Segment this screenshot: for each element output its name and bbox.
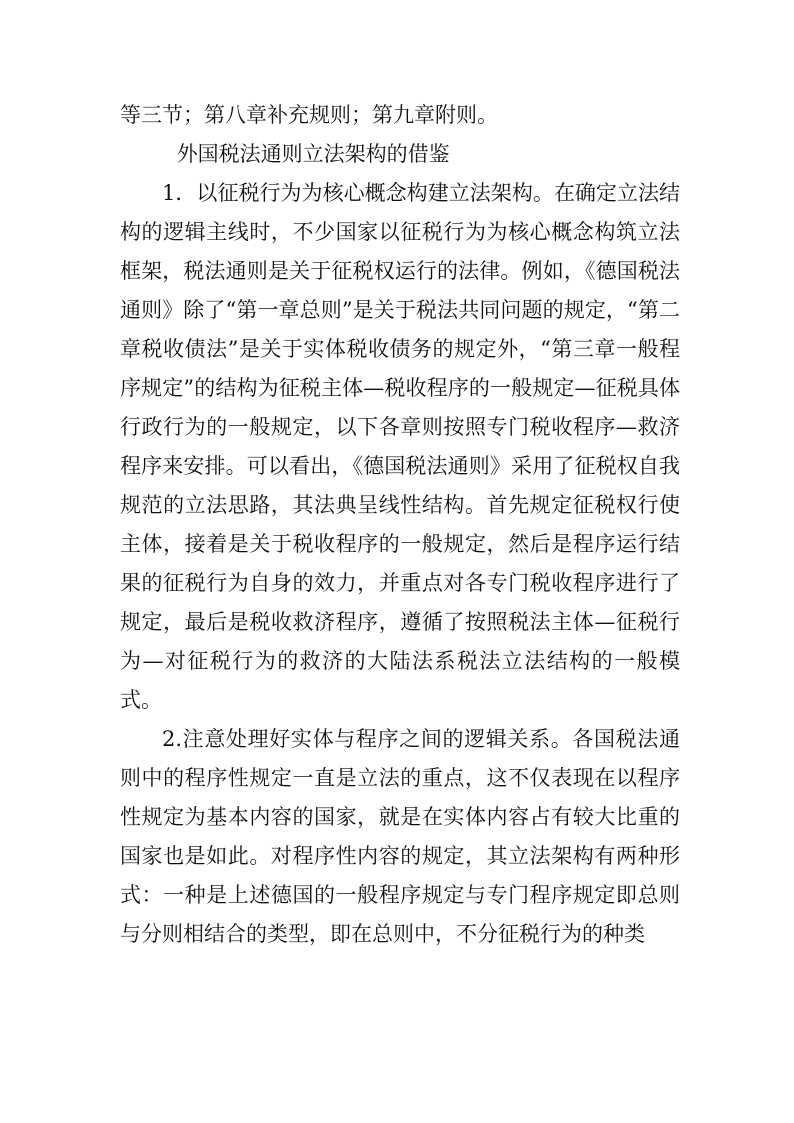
paragraph-1: 1．以征税行为为核心概念构建立法架构。在确定立法结构的逻辑主线时，不少国家以征税行为为核心概念构筑立法框架，税法通则是关于征税权运行的法律。例如，《德国税法通则》除了“第一章总则”是关于税法共同问题的规定，“第二章税收债法”是关于实体税收债务的规定外，“第三章一般程序规定”的结构为征税主体—税收程序的一般规定—征税具体行政行为的一般规定，以下各章则按照专门税收程序—救济程序来安排。可以看出，《德国税法通则》采用了征税权自我规范的立法思路，其法典呈线性结构。首先规定征税权行使主体，接着是关于税收程序的一般规定，然后是程序运行结果的征税行为自身的效力，并重点对各专门税收程序进行了规定，最后是税收救济程序，遵循了按照税法主体—征税行为—对征税行为的救济的大陆法系税法立法结构的一般模式。 [120,181,680,712]
section-heading: 外国税法通则立法架构的借鉴 [176,142,450,166]
body-text [120,96,680,954]
paragraph-2: 2.注意处理好实体与程序之间的逻辑关系。各国税法通则中的程序性规定一直是立法的重点，这不仅表现在以程序性规定为基本内容的国家，就是在实体内容占有较大比重的国家也是如此。对程序性内容的规定，其立法架构有两种形式：一种是上述德国的一般程序规定与专门程序规定即总则与分则相结合的类型，即在总则中，不分征税行为的种类 [120,727,680,946]
paragraph-continuation: 等三节；第八章补充规则；第九章附则。 [120,103,498,127]
